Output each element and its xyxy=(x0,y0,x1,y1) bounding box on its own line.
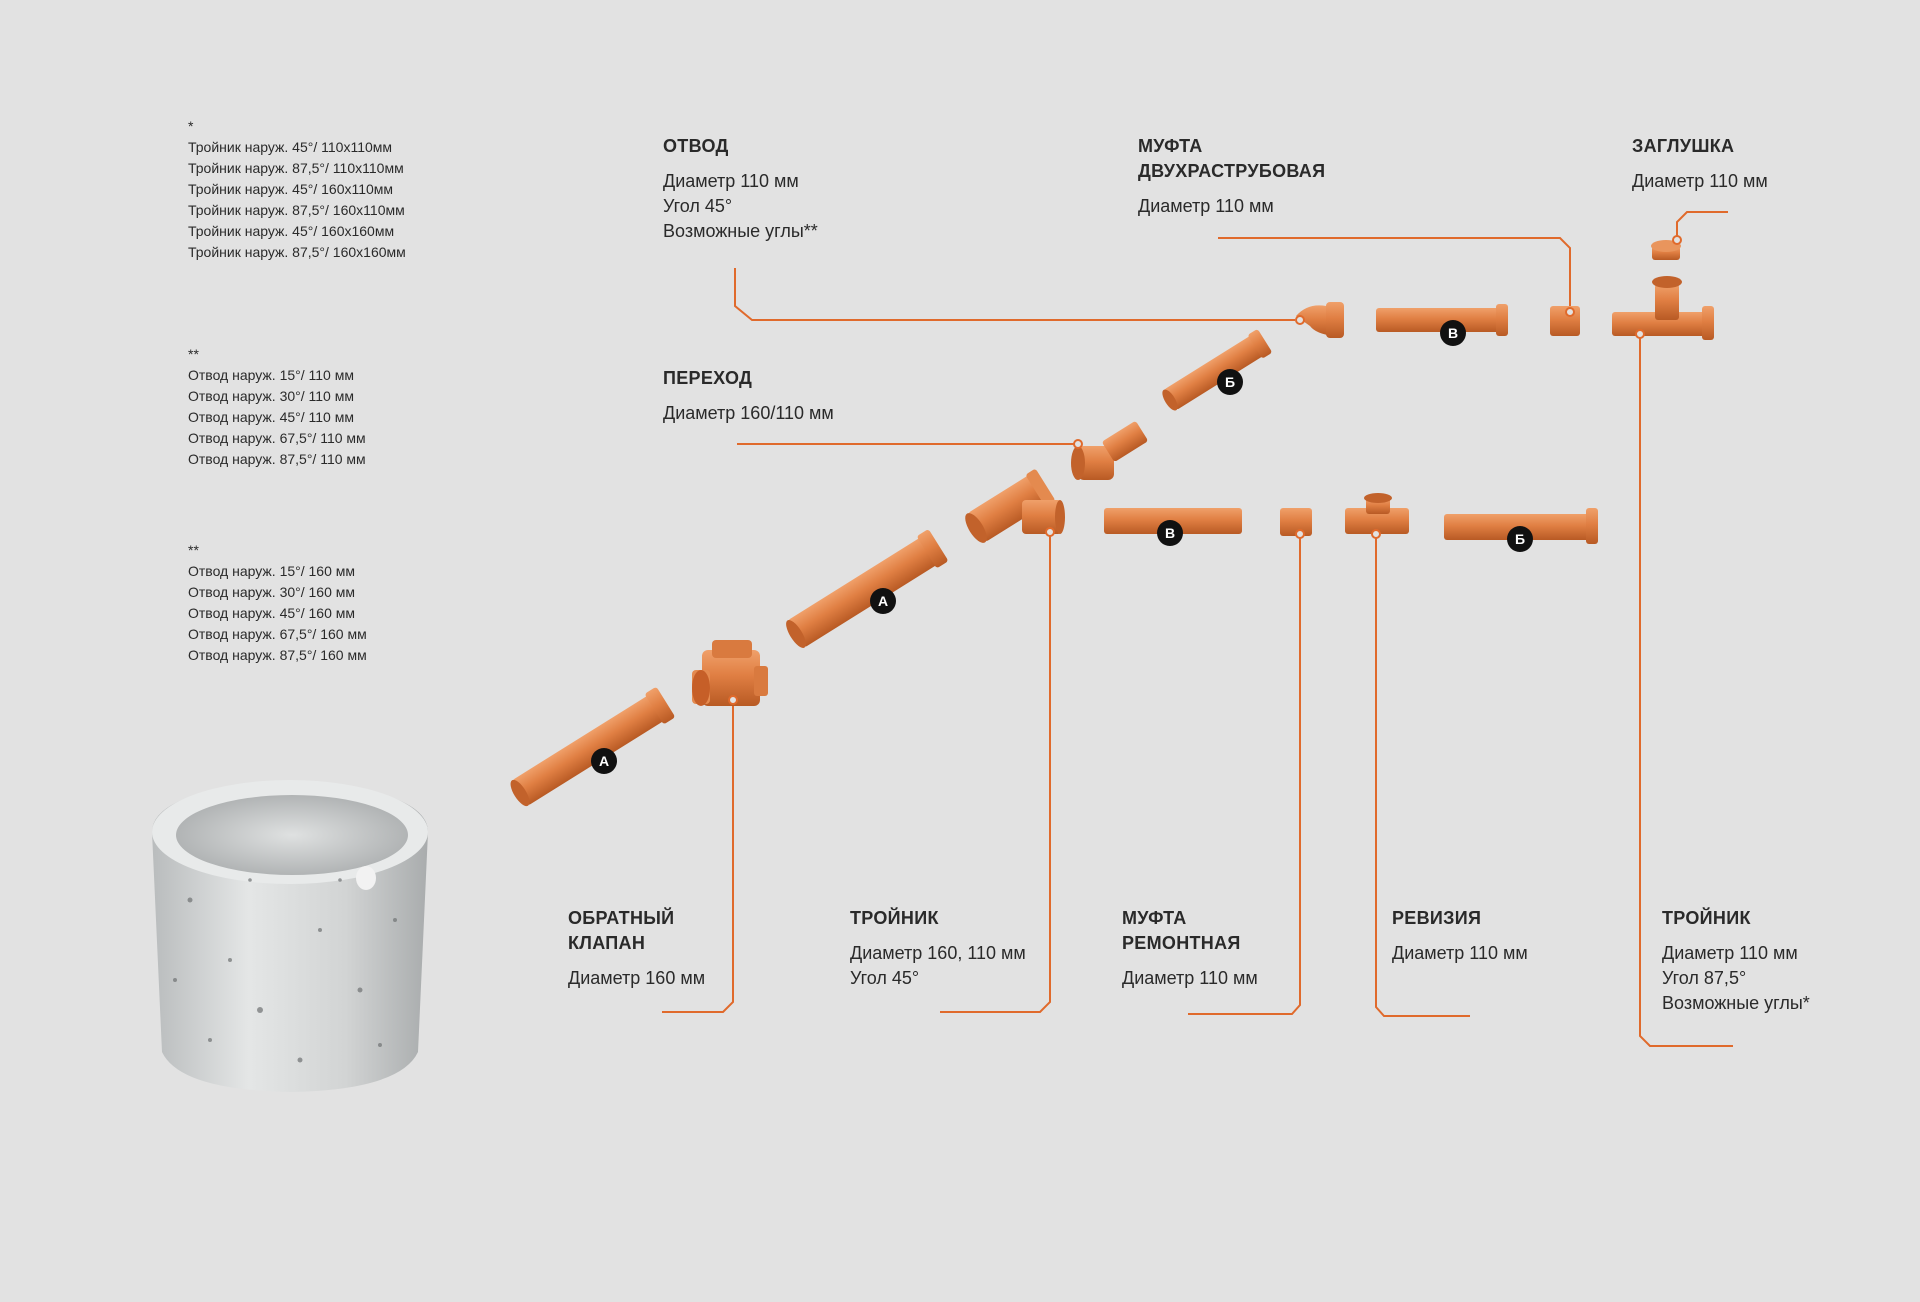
badge-b-middle-text: Б xyxy=(1514,531,1526,547)
footnote-line: Отвод наруж. 45°/ 110 мм xyxy=(188,409,354,425)
inspection-fitting xyxy=(1345,493,1409,534)
badge-b-diagonal-text: Б xyxy=(1224,374,1236,390)
leader-mufta-dvuh xyxy=(1218,238,1570,312)
footnote-line: Отвод наруж. 67,5°/ 160 мм xyxy=(188,626,367,642)
label-line: Диаметр 110 мм xyxy=(1138,196,1274,216)
label-mufta-dvuhrastrubovaya xyxy=(1138,134,1325,219)
double-socket-coupling xyxy=(1550,306,1580,336)
badge-a-upper-text: А xyxy=(877,593,889,609)
badge-v-top xyxy=(1440,320,1466,346)
footnote-line: Отвод наруж. 30°/ 160 мм xyxy=(188,584,356,600)
footnote-marker: ** xyxy=(188,346,199,362)
footnote-line: Отвод наруж. 30°/ 110 мм xyxy=(188,388,354,404)
label-line: Диаметр 110 мм xyxy=(1392,943,1528,963)
label-title: ТРОЙНИК xyxy=(850,908,939,928)
label-line: Диаметр 110 мм xyxy=(1632,171,1768,191)
badge-v-middle xyxy=(1157,520,1183,546)
label-line: Диаметр 160 мм xyxy=(568,968,706,988)
label-title: ТРОЙНИК xyxy=(1662,908,1751,928)
label-line: Диаметр 160, 110 мм xyxy=(850,943,1026,963)
label-title: РЕМОНТНАЯ xyxy=(1122,933,1241,953)
label-line: Диаметр 110 мм xyxy=(663,171,799,191)
label-line: Диаметр 110 мм xyxy=(1662,943,1798,963)
transition-160-110 xyxy=(1071,421,1148,480)
badge-a-upper xyxy=(870,588,896,614)
label-line: Угол 45° xyxy=(663,196,733,216)
label-line: Возможные углы* xyxy=(1662,993,1810,1013)
badge-v-top-text: В xyxy=(1447,325,1459,341)
label-line: Возможные углы** xyxy=(663,221,818,241)
pipe-b-diagonal xyxy=(1158,329,1272,415)
footnote-elbows-110 xyxy=(188,344,366,470)
footnote-line: Отвод наруж. 87,5°/ 110 мм xyxy=(188,451,366,467)
label-title: ЗАГЛУШКА xyxy=(1632,136,1735,156)
label-title: ПЕРЕХОД xyxy=(663,368,753,388)
footnote-marker: * xyxy=(188,118,194,134)
footnote-line: Отвод наруж. 87,5°/ 160 мм xyxy=(188,647,367,663)
tee-87 xyxy=(1612,276,1714,340)
footnote-tees xyxy=(188,116,406,263)
label-perehod xyxy=(663,366,834,426)
footnote-line: Отвод наруж. 45°/ 160 мм xyxy=(188,605,356,621)
label-obratny-klapan xyxy=(568,906,705,991)
footnote-line: Тройник наруж. 87,5°/ 110x110мм xyxy=(188,160,404,176)
label-reviziya xyxy=(1392,906,1528,966)
footnote-line: Отвод наруж. 15°/ 160 мм xyxy=(188,563,356,579)
label-title: КЛАПАН xyxy=(568,933,646,953)
footnote-line: Тройник наруж. 45°/ 160x160мм xyxy=(188,223,395,239)
label-title: МУФТА xyxy=(1122,908,1187,928)
label-title: РЕВИЗИЯ xyxy=(1392,908,1482,928)
footnote-elbows-160 xyxy=(188,540,367,666)
label-title: ОТВОД xyxy=(663,136,729,156)
leader-zaglushka xyxy=(1677,212,1728,240)
badge-a-lower-text: А xyxy=(598,753,610,769)
badge-a-lower xyxy=(591,748,617,774)
footnote-marker: ** xyxy=(188,542,199,558)
label-mufta-remontnaya xyxy=(1122,906,1258,991)
footnote-line: Тройник наруж. 45°/ 110x110мм xyxy=(188,139,393,155)
label-zaglushka xyxy=(1632,134,1768,194)
pipe-a-upper xyxy=(781,529,949,653)
label-line: Диаметр 110 мм xyxy=(1122,968,1258,988)
label-troynik-87 xyxy=(1662,906,1810,1016)
footnote-line: Отвод наруж. 67,5°/ 110 мм xyxy=(188,430,366,446)
label-line: Угол 45° xyxy=(850,968,920,988)
concrete-well-ring xyxy=(152,780,428,1092)
label-line: Диаметр 160/110 мм xyxy=(663,403,834,423)
label-troynik-45 xyxy=(850,906,1026,991)
badge-v-middle-text: В xyxy=(1164,525,1176,541)
label-title: МУФТА xyxy=(1138,136,1203,156)
badge-b-middle xyxy=(1507,526,1533,552)
top-pipe-row xyxy=(1376,240,1714,340)
label-otvod xyxy=(663,134,818,244)
label-title: ДВУХРАСТРУБОВАЯ xyxy=(1138,161,1326,181)
footnote-line: Тройник наруж. 87,5°/ 160x160мм xyxy=(188,244,406,260)
footnote-line: Отвод наруж. 15°/ 110 мм xyxy=(188,367,354,383)
footnote-line: Тройник наруж. 45°/ 160x110мм xyxy=(188,181,394,197)
leader-otvod xyxy=(735,268,1295,320)
leader-dots xyxy=(729,236,1681,704)
label-line: Угол 87,5° xyxy=(1662,968,1747,988)
footnote-line: Тройник наруж. 87,5°/ 160x110мм xyxy=(188,202,405,218)
label-title: ОБРАТНЫЙ xyxy=(568,908,675,928)
badge-b-diagonal xyxy=(1217,369,1243,395)
pipe-a-lower xyxy=(505,687,675,812)
